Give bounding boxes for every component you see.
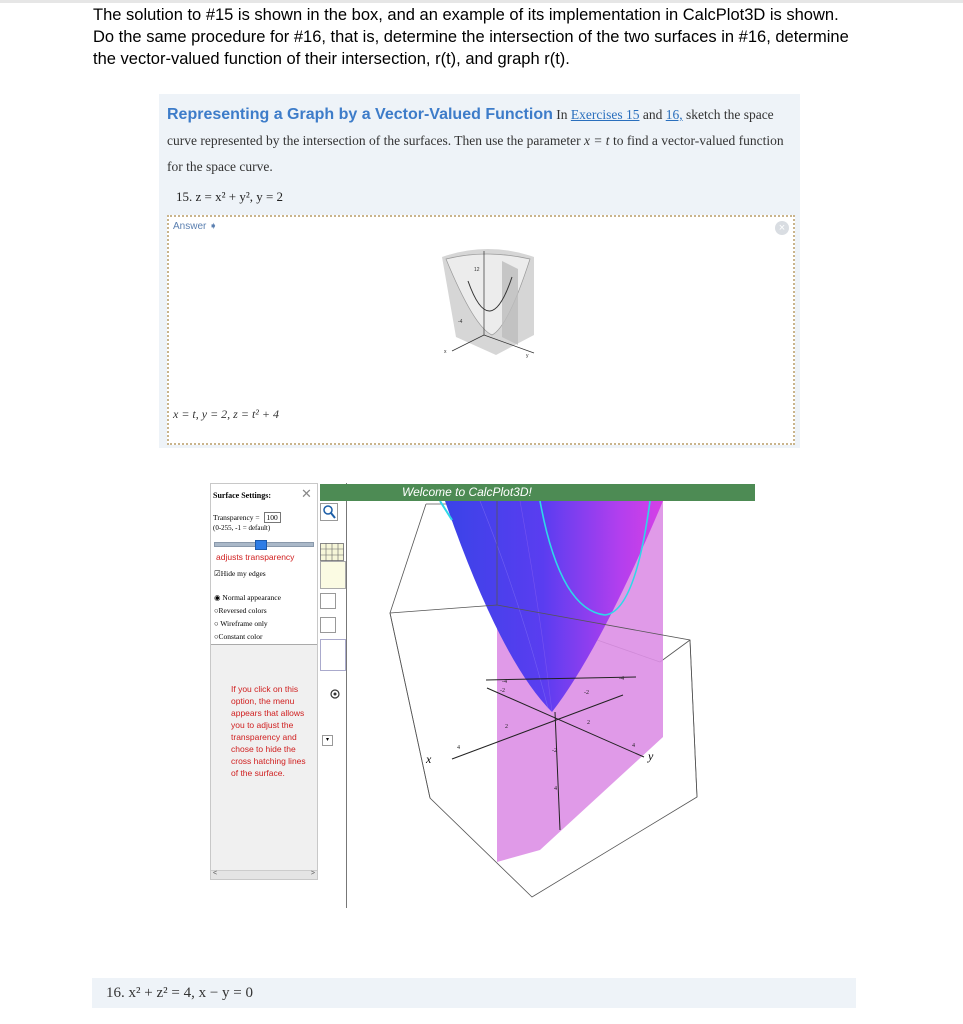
tick-label: -4 <box>619 676 624 682</box>
tick-label: -4 <box>502 679 507 685</box>
svg-text:x: x <box>444 349 447 355</box>
hide-edges-checkbox[interactable]: ☑Hide my edges <box>214 569 266 578</box>
horizontal-scrollbar[interactable] <box>211 870 317 879</box>
dropdown-icon[interactable]: ▾ <box>322 735 333 746</box>
transparency-input[interactable]: 100 <box>264 512 281 523</box>
calcplot-header <box>320 484 755 501</box>
zoom-icon[interactable] <box>320 503 338 521</box>
paraboloid-sketch <box>438 247 538 367</box>
option-box-1[interactable] <box>320 593 336 609</box>
grid-icon[interactable] <box>320 543 344 561</box>
option-reversed[interactable]: ○Reversed colors <box>214 606 267 615</box>
tick-label: -2 <box>584 690 589 696</box>
annotation-note: If you click on this option, the menu appears that allows you to adjust the transparency and chose to hide the cross hatching lines of the surface. <box>231 684 306 778</box>
exercise-16 <box>92 978 856 1008</box>
exercises-link[interactable]: Exercises 15 <box>570 107 640 122</box>
divider <box>211 644 317 645</box>
toolbar-strip <box>317 483 347 908</box>
tick-label: -2 <box>500 688 505 694</box>
option-wireframe[interactable]: ○ Wireframe only <box>214 619 268 628</box>
calcplot-3d-graph[interactable] <box>346 501 755 906</box>
svg-text:12: 12 <box>474 267 480 273</box>
textbook-excerpt <box>159 94 800 448</box>
instructions-line-3: the vector-valued function of their intersection, r(t), and graph r(t). <box>93 50 570 68</box>
parameter: x = t <box>583 133 610 148</box>
exercise-16-equation: 16. x² + z² = 4, x − y = 0 <box>106 985 253 1001</box>
instructions-line-1: The solution to #15 is shown in the box, and an example of its implementation in CalcPlot3D is shown. <box>93 6 839 24</box>
section-title: Representing a Graph by a Vector-Valued Function <box>167 106 553 123</box>
tick-label: 2 <box>505 724 508 730</box>
answer-box <box>167 215 795 445</box>
surface-settings-panel <box>210 483 318 880</box>
exercise-16-link[interactable]: 16, <box>665 107 683 122</box>
appearance-options <box>214 591 281 643</box>
option-normal[interactable]: ◉ Normal appearance <box>214 593 281 602</box>
option-box-3[interactable] <box>320 639 346 671</box>
instructions-line-2: Do the same procedure for #16, that is, determine the intersection of the two surfaces in #16, determine <box>93 28 849 46</box>
transparency-text: Transparency = <box>213 513 260 522</box>
close-icon[interactable]: ✕ <box>301 486 312 501</box>
option-box-2[interactable] <box>320 617 336 633</box>
color-swatch[interactable] <box>320 561 346 589</box>
instructions <box>93 4 893 70</box>
text-and: and <box>642 107 663 122</box>
tick-label: 4 <box>632 743 635 749</box>
tick-label: 4 <box>457 745 460 751</box>
exercise-15: 15. z = x² + y², y = 2 <box>176 189 284 204</box>
adjust-note: adjusts transparency <box>216 552 295 562</box>
tick-label: 2 <box>587 720 590 726</box>
answer-equation: x = t, y = 2, z = t² + 4 <box>173 407 279 421</box>
transparency-range: (0-255, -1 = default) <box>213 524 271 532</box>
tick-label: -2 <box>552 748 557 754</box>
transparency-label <box>213 512 281 523</box>
text-body: sketch the space curve represented by the intersection of the surfaces. Then use the parameter <box>167 107 774 148</box>
slider-knob[interactable] <box>255 540 267 550</box>
tick-label: 4 <box>554 786 557 792</box>
answer-toggle[interactable]: Answer ➧ <box>173 221 218 232</box>
answer-figure-area <box>173 235 787 399</box>
settings-gear-icon[interactable] <box>329 688 341 700</box>
settings-title: Surface Settings: <box>213 491 271 500</box>
text-end: to find a vector-valued function for the space curve. <box>167 133 784 174</box>
settings-controls <box>211 484 317 645</box>
window-title: Welcome to CalcPlot3D! <box>402 485 532 499</box>
x-axis-label: x <box>426 752 432 766</box>
option-constant[interactable]: ○Constant color <box>214 632 263 641</box>
svg-text:y: y <box>526 353 529 359</box>
scroll-right-icon[interactable]: > <box>310 870 315 877</box>
scroll-left-icon[interactable]: < <box>213 870 218 877</box>
text-in: In <box>556 107 568 122</box>
top-rule <box>0 0 963 3</box>
svg-text:-4: -4 <box>458 319 463 325</box>
y-axis-label: y <box>648 749 654 763</box>
textbook-instructions <box>167 102 792 180</box>
close-icon[interactable]: × <box>775 221 789 235</box>
transparency-slider[interactable] <box>214 542 314 547</box>
